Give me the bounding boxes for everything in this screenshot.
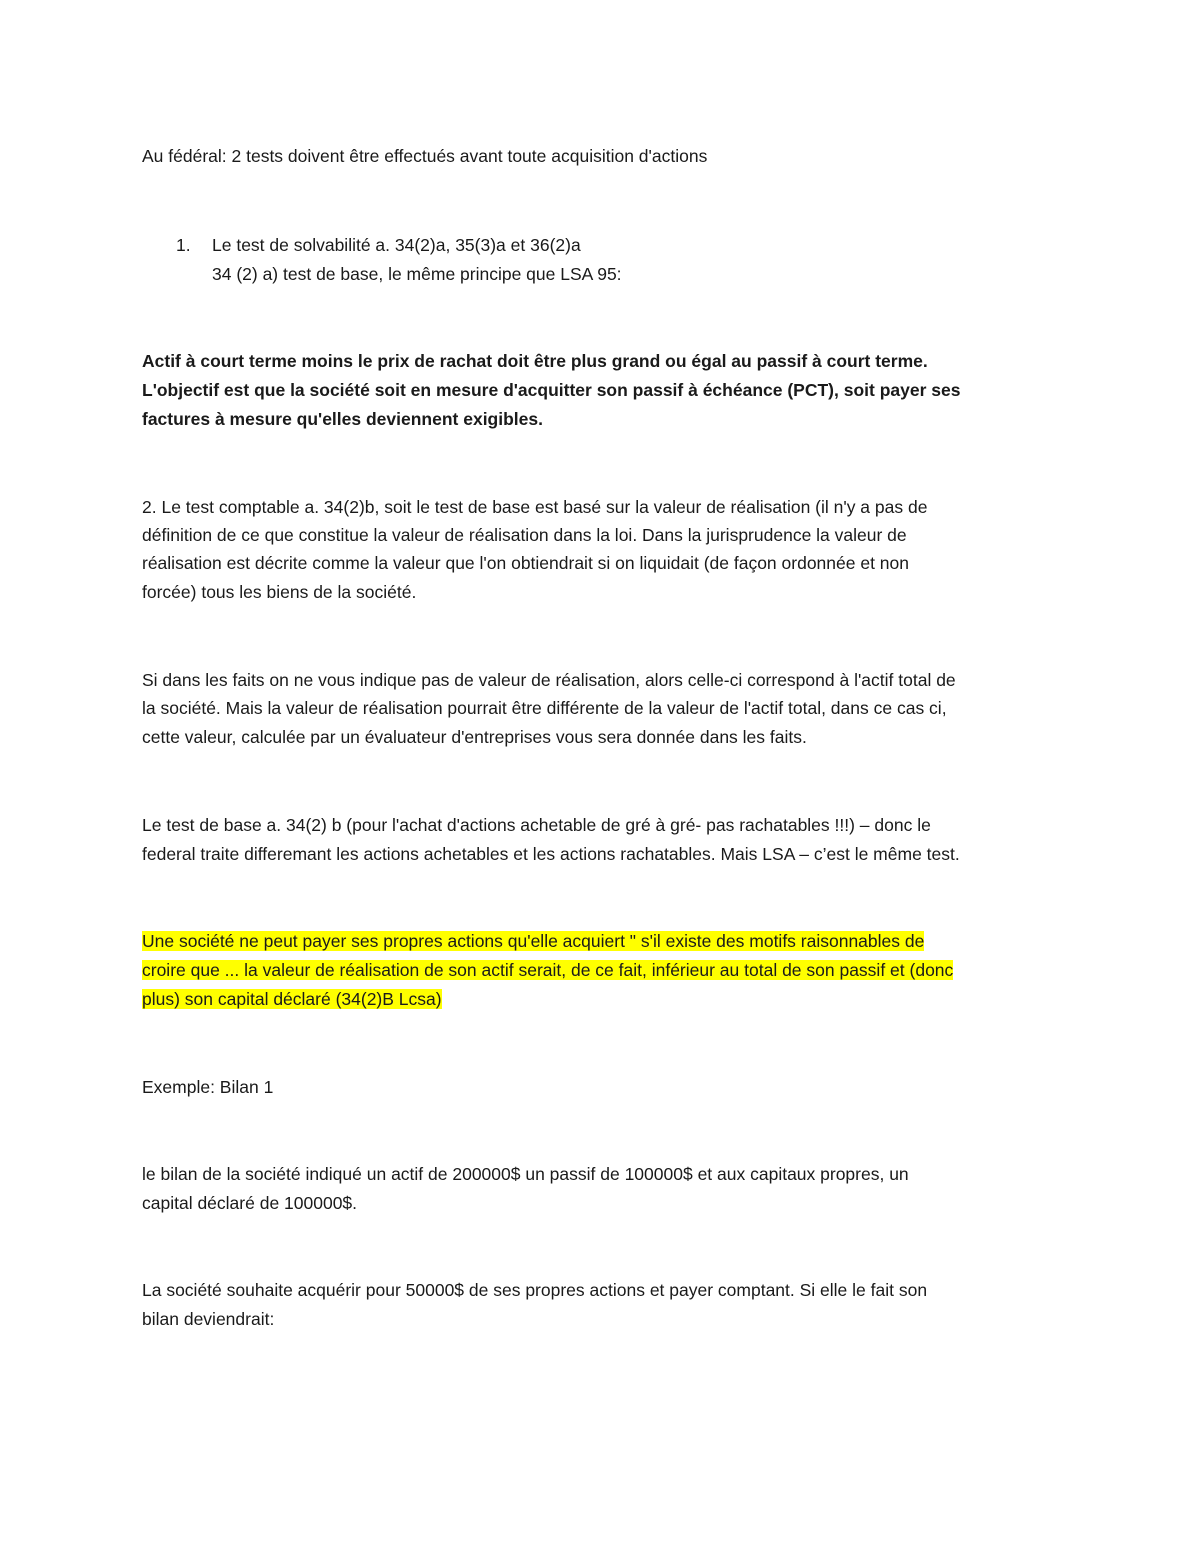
paragraph-line: bilan deviendrait: (142, 1309, 275, 1329)
highlighted-text: plus) son capital déclaré (34(2)B Lcsa) (142, 989, 442, 1009)
highlighted-text: Une société ne peut payer ses propres actions qu'elle acquiert " s'il existe des motifs raisonnables de (142, 931, 925, 951)
paragraph-line: Le test de base a. 34(2) b (pour l'achat d'actions achetable de gré à gré- pas rachatables !!!) – donc le (142, 815, 931, 835)
list-item-title: Le test de solvabilité a. 34(2)a, 35(3)a et 36(2)a (212, 235, 581, 255)
highlighted-line (142, 927, 1072, 956)
bold-paragraph-line: Actif à court terme moins le prix de rachat doit être plus grand ou égal au passif à court terme. (142, 351, 928, 371)
bold-paragraph-line: L'objectif est que la société soit en mesure d'acquitter son passif à échéance (PCT), soit payer ses (142, 380, 961, 400)
paragraph-line: capital déclaré de 100000$. (142, 1193, 358, 1213)
paragraph-line: réalisation est décrite comme la valeur que l'on obtiendrait si on liquidait (de façon ordonnée et non (142, 553, 910, 573)
paragraph-line: définition de ce que constitue la valeur de réalisation dans la loi. Dans la jurisprudence la valeur de (142, 525, 907, 545)
intro-text: Au fédéral: 2 tests doivent être effectués avant toute acquisition d'actions (142, 146, 708, 166)
bold-paragraph-line: factures à mesure qu'elles deviennent exigibles. (142, 409, 543, 429)
paragraph-line: 2. Le test comptable a. 34(2)b, soit le test de base est basé sur la valeur de réalisation (il n'y a pas de (142, 497, 928, 517)
example-heading: Exemple: Bilan 1 (142, 1077, 274, 1097)
paragraph-line: cette valeur, calculée par un évaluateur d'entreprises vous sera donnée dans les faits. (142, 727, 807, 747)
highlighted-text: croire que ... la valeur de réalisation de son actif serait, de ce fait, inférieur au total de son passif et (donc (142, 960, 954, 980)
paragraph-line: federal traite differemant les actions achetables et les actions rachatables. Mais LSA – c’est le même test. (142, 844, 960, 864)
paragraph-line: le bilan de la société indiqué un actif de 200000$ un passif de 100000$ et aux capitaux propres, un (142, 1164, 909, 1184)
highlighted-line (142, 985, 1072, 1014)
list-item-number: 1. (176, 235, 191, 255)
paragraph-line: forcée) tous les biens de la société. (142, 582, 417, 602)
highlighted-line (142, 956, 1072, 985)
paragraph-line: La société souhaite acquérir pour 50000$ de ses propres actions et payer comptant. Si elle le fait son (142, 1280, 928, 1300)
paragraph-line: Si dans les faits on ne vous indique pas de valeur de réalisation, alors celle-ci correspond à l'actif total de (142, 670, 956, 690)
paragraph-line: la société. Mais la valeur de réalisation pourrait être différente de la valeur de l'actif total, dans ce cas ci, (142, 698, 947, 718)
list-item-subtitle: 34 (2) a) test de base, le même principe que LSA 95: (212, 264, 622, 284)
